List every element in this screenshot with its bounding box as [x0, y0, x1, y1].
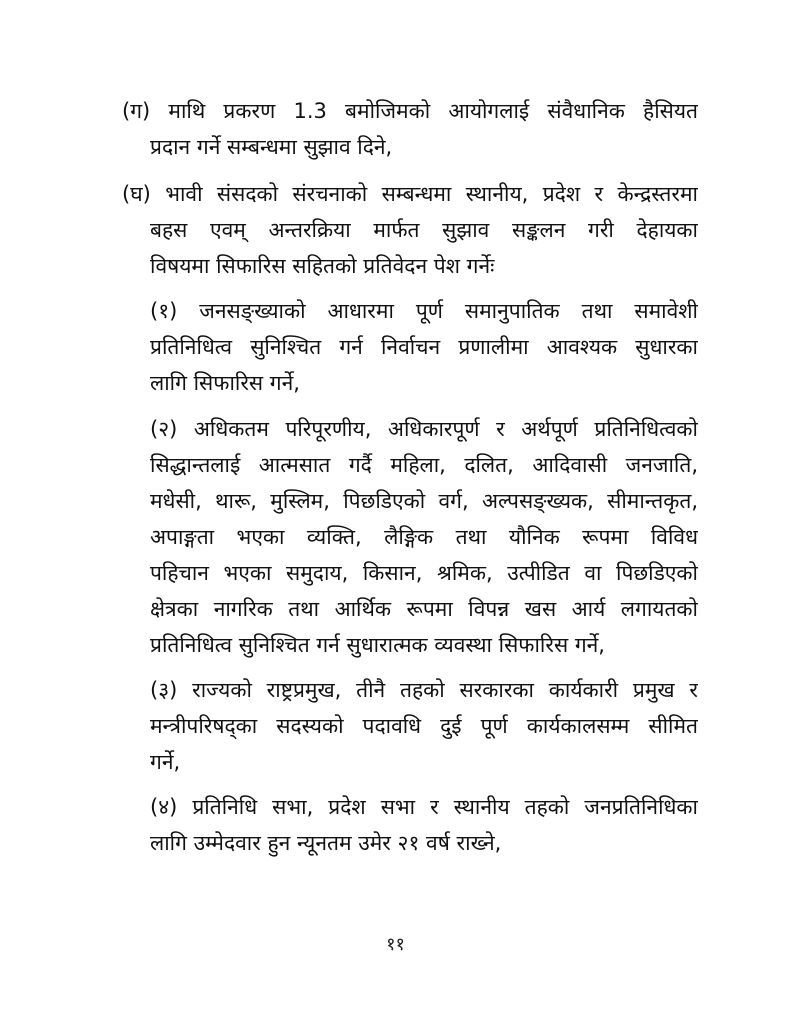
- subclause-4-line-1: (४) प्रतिनिधि सभा, प्रदेश सभा र स्थानीय तहको जनप्रतिनिधिका: [150, 795, 698, 819]
- subclause-2-line-2: सिद्धान्तलाई आत्मसात गर्दै महिला, दलित, आदिवासी जनजाति,: [150, 453, 698, 477]
- clause-ga-line-2: प्रदान गर्ने सम्बन्धमा सुझाव दिने,: [150, 135, 393, 159]
- subclause-2-line-1: (२) अधिकतम परिपूरणीय, अधिकारपूर्ण र अर्थपूर्ण प्रतिनिधित्वको: [150, 417, 698, 441]
- subclause-3-line-2: मन्त्रीपरिषद्का सदस्यको पदावधि दुई पूर्ण कार्यकालसम्म सीमित: [150, 714, 698, 738]
- subclause-3-line-3: गर्ने,: [150, 750, 181, 774]
- subclause-1-line-1: (१) जनसङ्ख्याको आधारमा पूर्ण समानुपातिक तथा समावेशी: [150, 299, 698, 323]
- subclause-2-line-5: पहिचान भएका समुदाय, किसान, श्रमिक, उत्पीडित वा पिछडिएको: [150, 561, 698, 585]
- clause-ga-line-1: (ग) माथि प्रकरण 1.3 बमोजिमको आयोगलाई संवैधानिक हैसियत: [122, 99, 698, 123]
- subclause-3-line-1: (३) राज्यको राष्ट्रप्रमुख, तीनै तहको सरकारका कार्यकारी प्रमुख र: [150, 678, 698, 702]
- clause-gha-line-1: (घ) भावी संसदको संरचनाको सम्बन्धमा स्थानीय, प्रदेश र केन्द्रस्तरमा: [122, 182, 698, 206]
- subclause-2-line-3: मधेसी, थारू, मुस्लिम, पिछडिएको वर्ग, अल्पसङ्ख्यक, सीमान्तकृत,: [150, 489, 698, 513]
- clause-gha-line-3: विषयमा सिफारिस सहितको प्रतिवेदन पेश गर्नेः: [150, 254, 495, 278]
- subclause-4-line-2: लागि उम्मेदवार हुन न्यूनतम उमेर २१ वर्ष राख्ने,: [150, 831, 502, 855]
- subclause-2-line-4: अपाङ्गता भएका व्यक्ति, लैङ्गिक तथा यौनिक रूपमा विविध: [150, 525, 698, 549]
- page-number: ११: [386, 934, 405, 955]
- subclause-1-line-2: प्रतिनिधित्व सुनिश्चित गर्न निर्वाचन प्रणालीमा आवश्यक सुधारका: [150, 335, 698, 359]
- subclause-2-line-6: क्षेत्रका नागरिक तथा आर्थिक रूपमा विपन्न खस आर्य लगायतको: [150, 597, 698, 621]
- clause-gha-line-2: बहस एवम् अन्तरक्रिया मार्फत सुझाव सङ्कलन गरी देहायका: [150, 218, 698, 242]
- subclause-1-line-3: लागि सिफारिस गर्ने,: [150, 371, 300, 395]
- subclause-2-line-7: प्रतिनिधित्व सुनिश्चित गर्न सुधारात्मक व्यवस्था सिफारिस गर्ने,: [150, 633, 605, 657]
